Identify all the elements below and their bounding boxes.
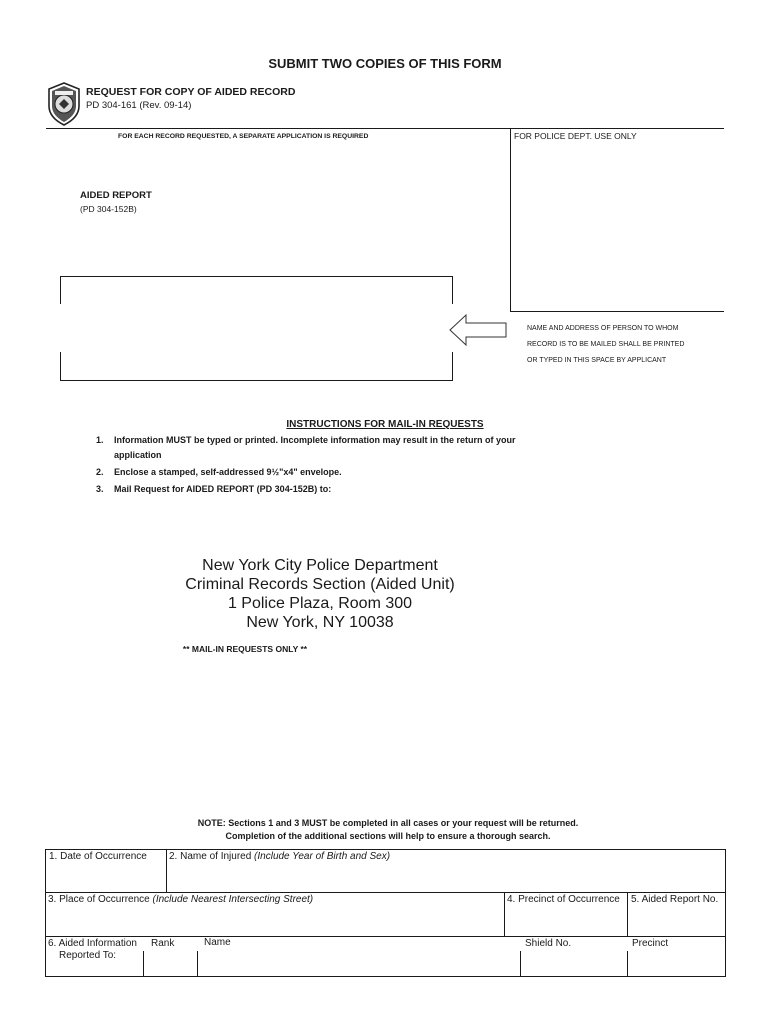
address-note-line-2: RECORD IS TO BE MAILED SHALL BE PRINTED (527, 341, 685, 348)
mail-in-only-note: ** MAIL-IN REQUESTS ONLY ** (182, 644, 308, 654)
precinct-label: Precinct (632, 938, 669, 949)
address-block (50, 556, 590, 632)
arrow-left-icon (448, 313, 508, 347)
note-line-2: Completion of the additional sections will help to ensure a thorough search. (225, 831, 551, 841)
precinct-input[interactable] (628, 952, 725, 976)
police-use-label: FOR POLICE DEPT. USE ONLY (514, 131, 637, 141)
instruction-num-1: 1. (96, 435, 104, 445)
submit-title: SUBMIT TWO COPIES OF THIS FORM (268, 56, 502, 71)
name-of-injured-hint: (Include Year of Birth and Sex) (254, 851, 391, 862)
instruction-num-2: 2. (96, 467, 104, 477)
note-line-1: NOTE: Sections 1 and 3 MUST be completed in all cases or your request will be returned. (197, 818, 579, 828)
address-line-1: New York City Police Department (202, 557, 438, 574)
separate-application-note: FOR EACH RECORD REQUESTED, A SEPARATE APPLICATION IS REQUIRED (118, 133, 369, 140)
instructions-title: INSTRUCTIONS FOR MAIL-IN REQUESTS (286, 419, 484, 430)
reported-to-label: Reported To: (59, 950, 117, 961)
rank-label: Rank (151, 938, 175, 949)
record-form-ref: (PD 304-152B) (80, 204, 137, 214)
place-of-occurrence-hint: (Include Nearest Intersecting Street) (152, 894, 314, 905)
name-of-injured-label: 2. Name of Injured (Include Year of Birth and Sex) (169, 851, 391, 862)
place-of-occurrence-label: 3. Place of Occurrence (Include Nearest Intersecting Street) (48, 894, 314, 905)
form-title: REQUEST FOR COPY OF AIDED RECORD (86, 86, 296, 98)
police-use-box (510, 128, 724, 312)
record-title: AIDED REPORT (80, 190, 152, 201)
precinct-of-occurrence-label: 4. Precinct of Occurrence (507, 894, 620, 905)
shield-no-input[interactable] (521, 952, 627, 976)
mailing-address-area[interactable] (60, 276, 453, 381)
form-number: PD 304-161 (Rev. 09-14) (86, 100, 192, 111)
instruction-text-1: Information MUST be typed or printed. Incomplete information may result in the return of your (114, 435, 516, 445)
aided-info-label: 6. Aided Information (48, 938, 137, 949)
instruction-text-1-cont: application (114, 450, 162, 460)
rank-input[interactable] (144, 952, 197, 976)
address-line-3: 1 Police Plaza, Room 300 (227, 595, 413, 612)
aided-report-no-field[interactable] (628, 893, 725, 936)
name-input[interactable] (198, 952, 520, 976)
name-label: Name (204, 937, 231, 948)
instruction-text-3: Mail Request for AIDED REPORT (PD 304-152B) to: (114, 484, 332, 494)
precinct-of-occurrence-field[interactable] (505, 893, 627, 936)
address-line-2: Criminal Records Section (Aided Unit) (185, 576, 455, 593)
instruction-num-3: 3. (96, 484, 104, 494)
nypd-seal-icon (46, 82, 82, 126)
instruction-text-2: Enclose a stamped, self-addressed 9½"x4" envelope. (114, 467, 342, 477)
address-line-4: New York, NY 10038 (246, 614, 394, 631)
place-of-occurrence-field[interactable] (46, 893, 504, 936)
name-of-injured-field[interactable] (167, 850, 725, 892)
address-note-line-1: NAME AND ADDRESS OF PERSON TO WHOM (527, 325, 679, 332)
shield-no-label: Shield No. (525, 938, 572, 949)
date-of-occurrence-field[interactable] (46, 850, 166, 892)
date-of-occurrence-label: 1. Date of Occurrence (49, 851, 147, 862)
aided-report-no-label: 5. Aided Report No. (631, 894, 719, 905)
address-note-line-3: OR TYPED IN THIS SPACE BY APPLICANT (527, 357, 667, 364)
